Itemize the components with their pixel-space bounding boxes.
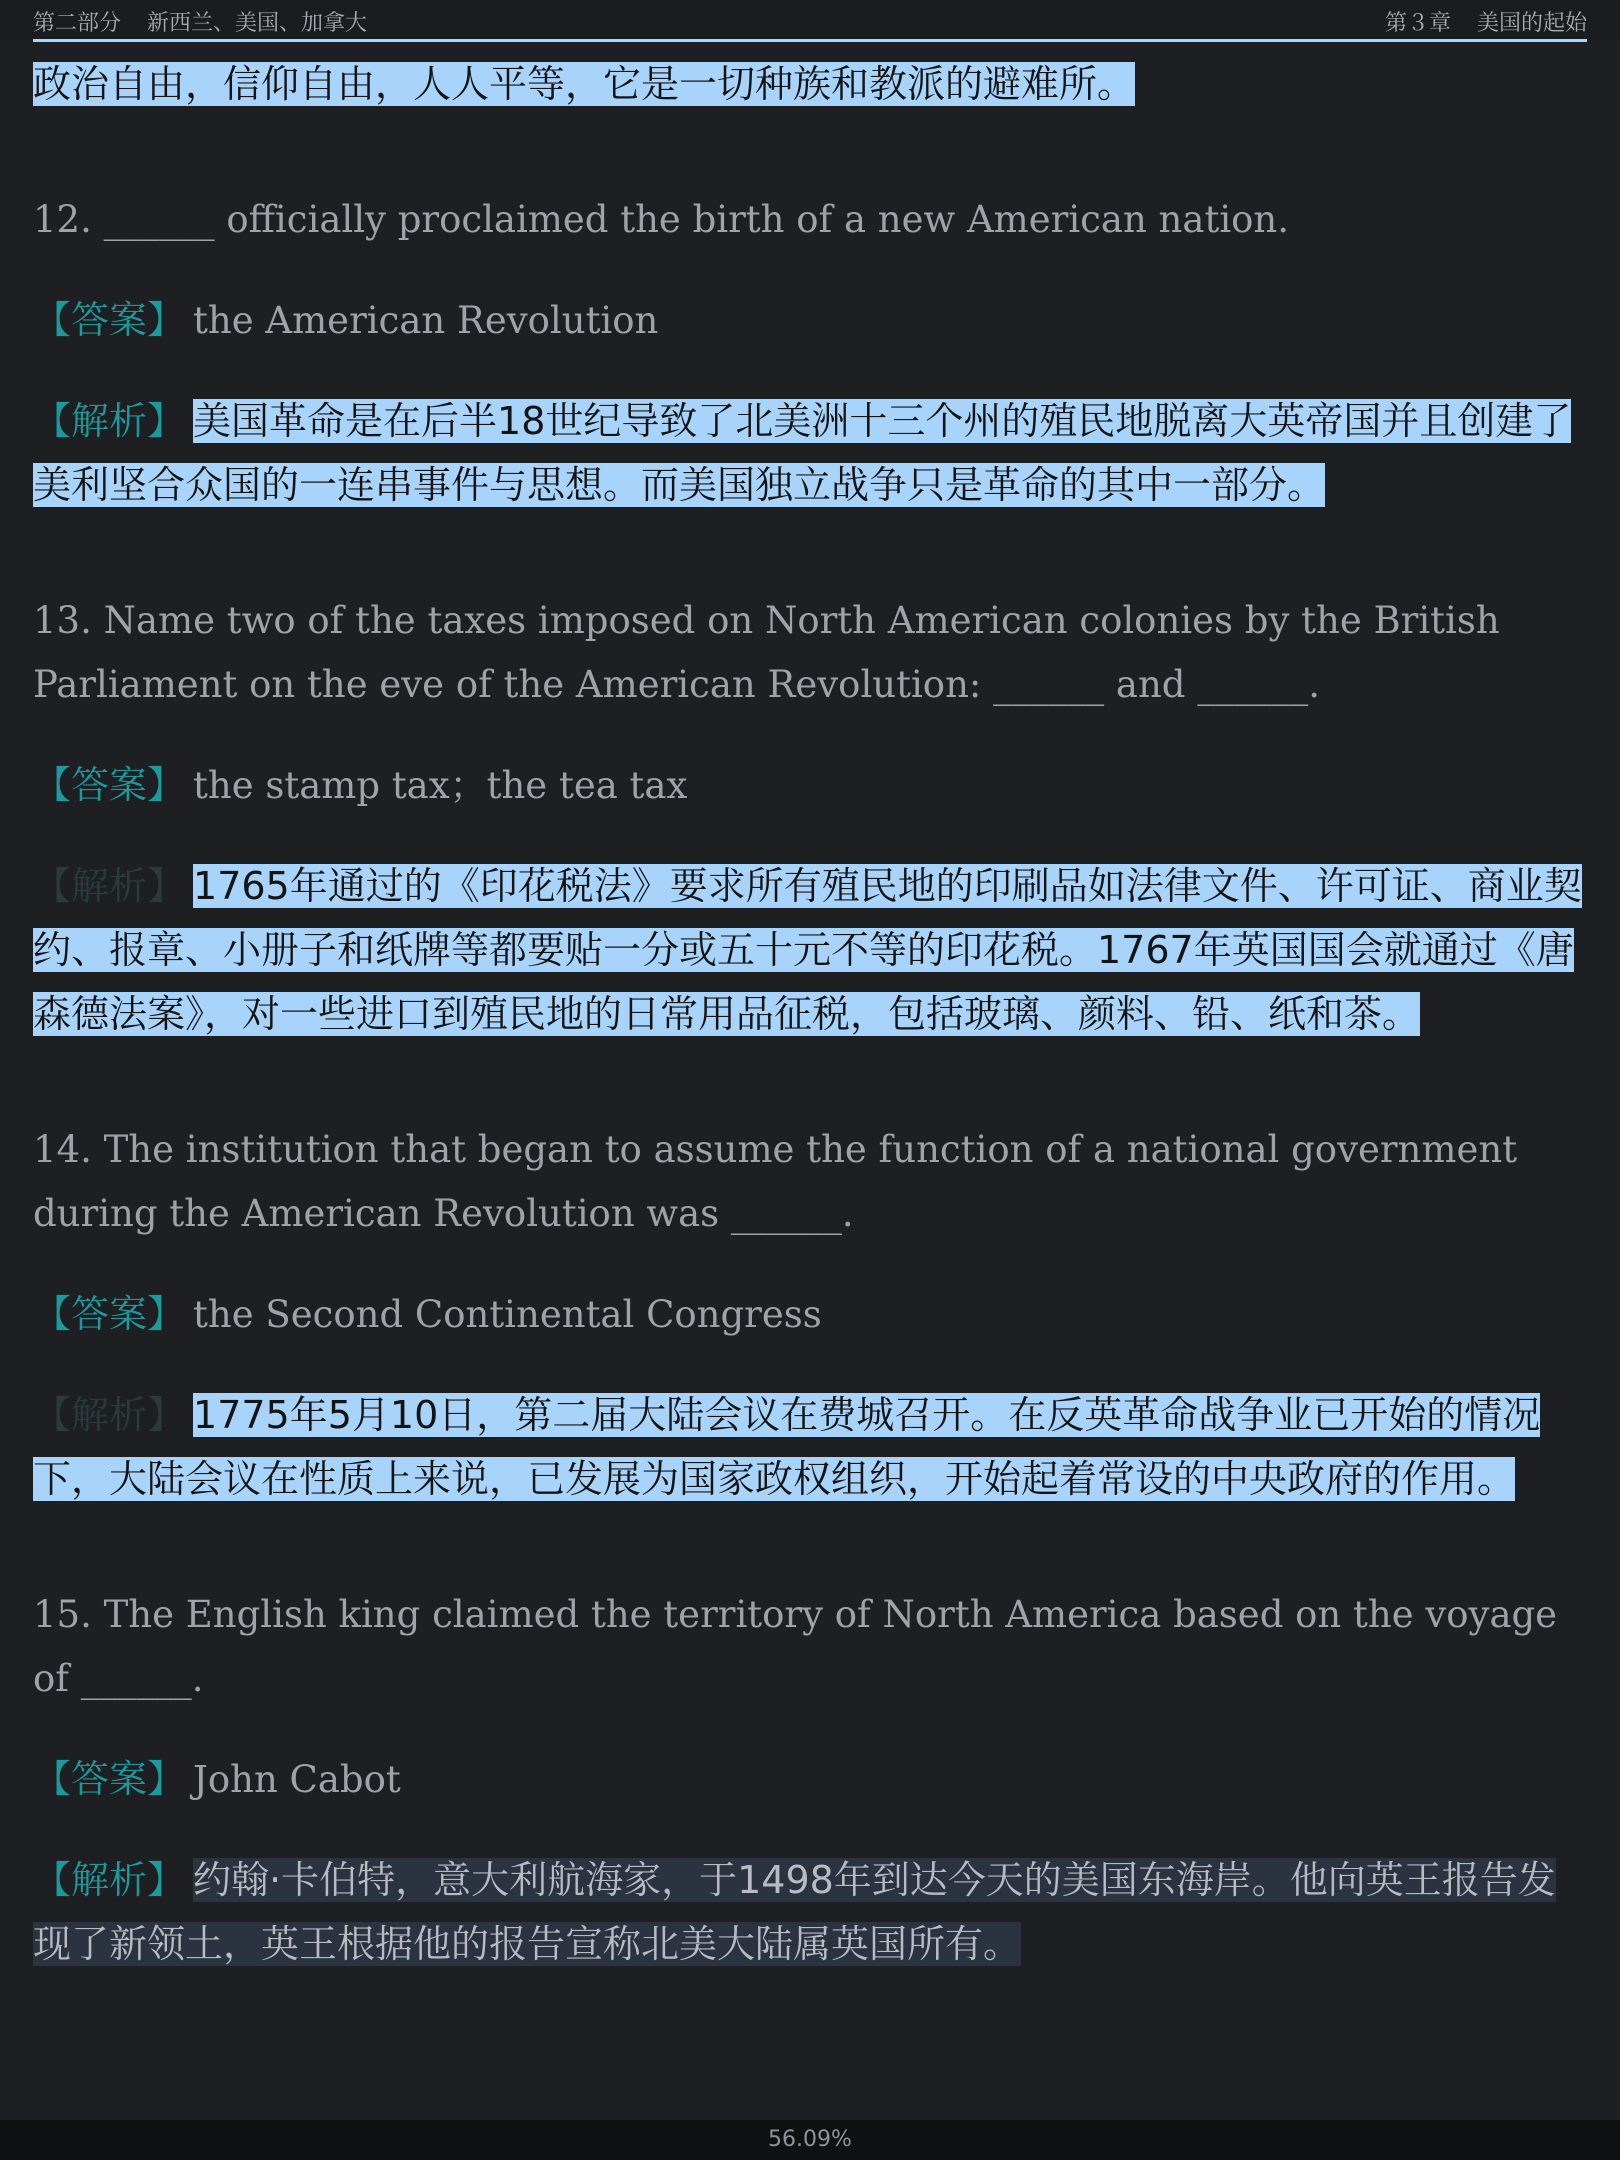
answer-text[interactable]: the stamp tax；the tea tax [193,764,688,807]
analysis-12[interactable] [33,389,1587,517]
intro-tail-paragraph[interactable] [33,52,1587,116]
chapter-title: 美国的起始 [1476,11,1587,36]
question-12[interactable]: 12. ______ officially proclaimed the birth of a new American nation. [33,198,1290,241]
question-14[interactable]: 14. The institution that began to assume the function of a national government during the American Revolution was ______. [33,1128,1518,1235]
selection-highlight[interactable]: 约翰·卡伯特，意大利航海家，于1498年到达今天的美国东海岸。他向英王报告发现了新领土，英王根据他的报告宣称北美大陆属英国所有。 [33,1858,1556,1966]
analysis-label: 【解析】 [33,1858,186,1902]
answer-13[interactable] [33,753,1587,818]
reader-header [0,0,1620,40]
answer-text[interactable]: John Cabot [193,1758,401,1801]
analysis-13[interactable] [33,854,1587,1046]
reading-progress-bar [0,2120,1620,2160]
part-indicator [33,6,367,37]
answer-label: 【答案】 [33,1292,186,1336]
answer-text[interactable]: the Second Continental Congress [193,1293,822,1336]
analysis-label: 【解析】 [33,399,186,443]
question-15[interactable]: 15. The English king claimed the territory of North America based on the voyage of ______. [33,1593,1558,1700]
reading-content[interactable] [33,52,1587,1976]
highlight[interactable]: 1765年通过的《印花税法》要求所有殖民地的印刷品如法律文件、许可证、商业契约、报章、小册子和纸牌等都要贴一分或五十元不等的印花税。1767年英国国会就通过《唐森德法案》，对一些进口到殖民地的日常用品征税，包括玻璃、颜料、铅、纸和茶。 [33,864,1582,1036]
answer-label: 【答案】 [33,298,186,342]
answer-14[interactable] [33,1282,1587,1347]
highlight[interactable]: 政治自由，信仰自由，人人平等，它是一切种族和教派的避难所。 [33,62,1136,106]
header-divider [33,39,1587,42]
highlight[interactable]: 美国革命是在后半18世纪导致了北美洲十三个州的殖民地脱离大英帝国并且创建了美利坚合众国的一连串事件与思想。而美国独立战争只是革命的其中一部分。 [33,399,1572,507]
analysis-label: 【解析】 [33,864,186,908]
part-title: 新西兰、美国、加拿大 [147,11,368,36]
answer-text[interactable]: the American Revolution [193,299,659,342]
highlight[interactable]: 1775年5月10日，第二届大陆会议在费城召开。在反英革命战争业已开始的情况下，大陆会议在性质上来说，已发展为国家政权组织，开始起着常设的中央政府的作用。 [33,1393,1541,1501]
analysis-14[interactable] [33,1383,1587,1511]
analysis-label: 【解析】 [33,1393,186,1437]
answer-label: 【答案】 [33,1757,186,1801]
part-number: 第二部分 [33,11,122,36]
analysis-15[interactable] [33,1848,1587,1976]
chapter-indicator [1385,6,1587,37]
answer-12[interactable] [33,288,1587,353]
question-13[interactable]: 13. Name two of the taxes imposed on North American colonies by the British Parliament on the eve of the American Revolution: ______ and ______. [33,599,1500,706]
answer-15[interactable] [33,1747,1587,1812]
chapter-number: 第３章 [1384,11,1451,36]
reading-progress-percent: 56.09% [768,2127,852,2152]
answer-label: 【答案】 [33,763,186,807]
